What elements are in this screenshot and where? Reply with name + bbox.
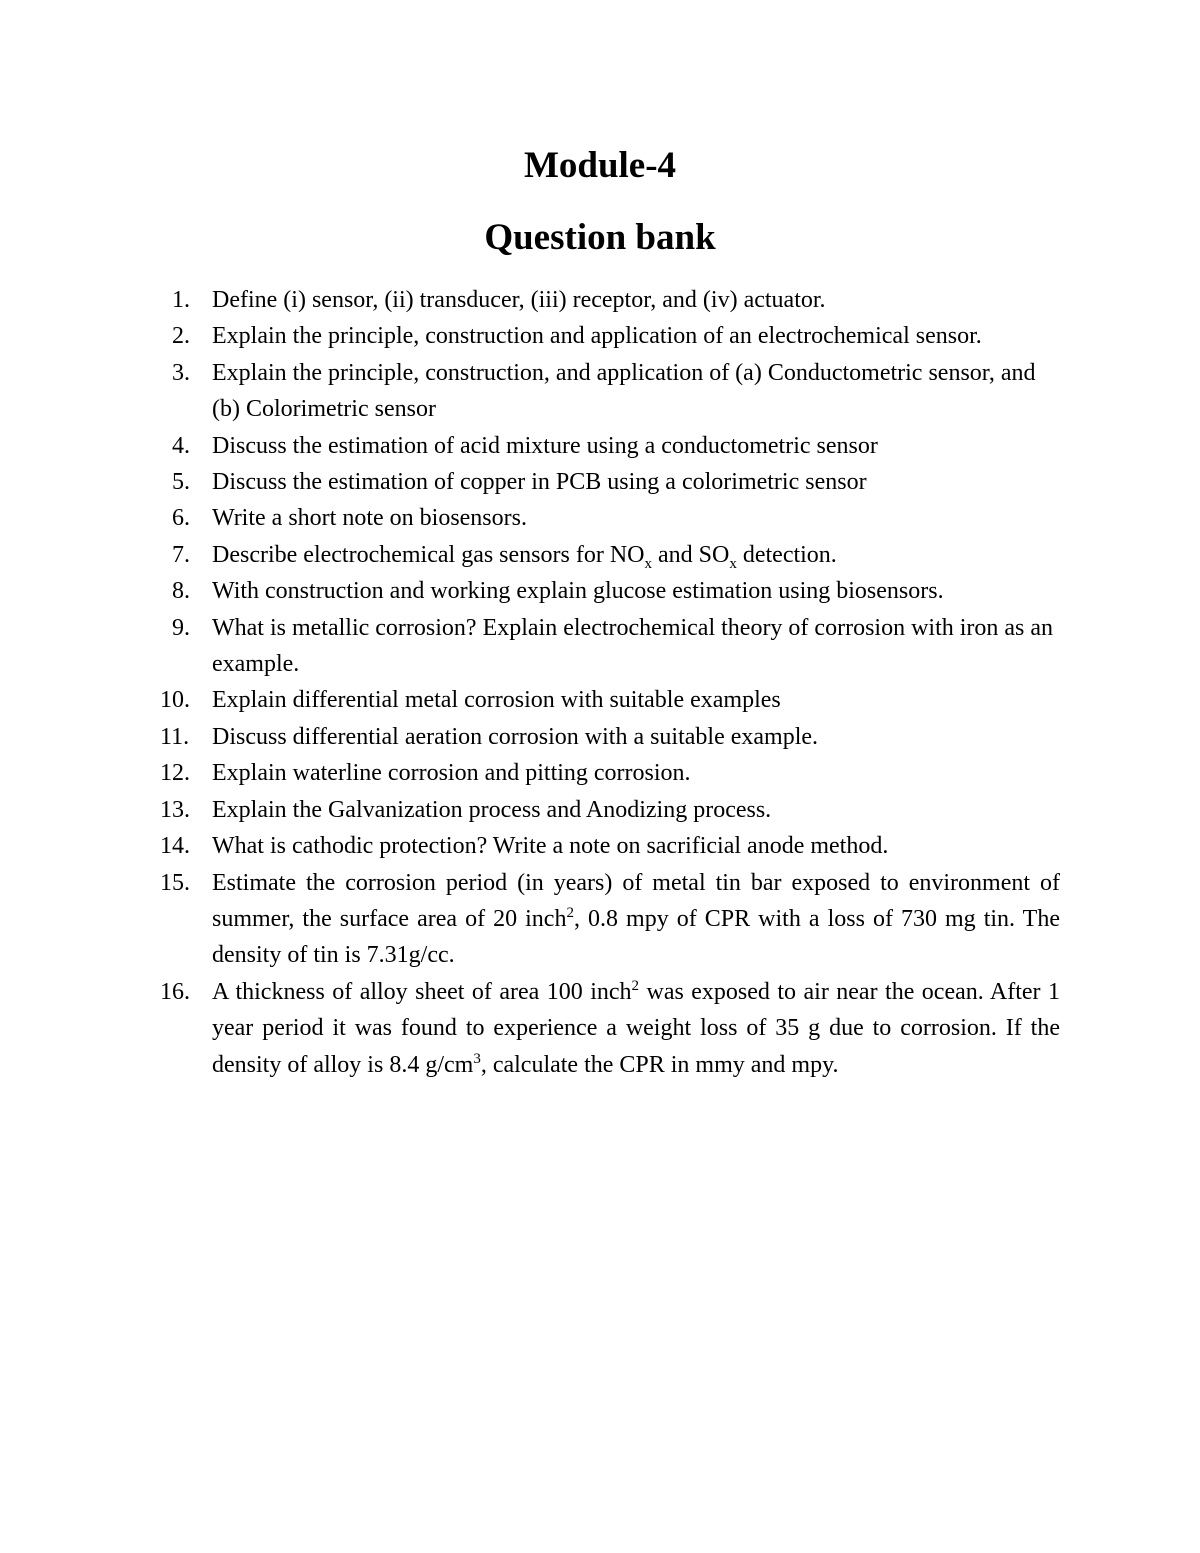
question-text-part: Estimate the corrosion period (in years) of metal tin bar exposed to environment of summer, the surface area of 20 inch xyxy=(212,869,1060,932)
superscript-2: 2 xyxy=(566,904,574,921)
question-text: With construction and working explain glucose estimation using biosensors. xyxy=(212,578,944,605)
question-text: Discuss the estimation of copper in PCB using a colorimetric sensor xyxy=(212,469,867,496)
question-list xyxy=(160,282,1060,1083)
question-text: What is cathodic protection? Write a note on sacrificial anode method. xyxy=(212,833,889,860)
question-item xyxy=(160,573,1060,609)
question-item xyxy=(160,865,1060,974)
subscript-x: x xyxy=(729,555,737,572)
question-item xyxy=(160,282,1060,318)
question-text-part: detection. xyxy=(736,541,837,568)
question-text: Explain the principle, construction and application of an electrochemical sensor. xyxy=(212,323,982,350)
question-number: 1. xyxy=(172,287,190,313)
question-item xyxy=(160,318,1060,354)
module-title: Module-4 xyxy=(523,145,677,186)
question-number: 6. xyxy=(172,505,190,532)
superscript-2: 2 xyxy=(631,977,640,994)
question-number: 5. xyxy=(172,469,190,496)
question-text: What is metallic corrosion? Explain electrochemical theory of corrosion with iron as an example. xyxy=(212,614,1054,678)
question-number: 12. xyxy=(160,760,190,787)
question-number: 11. xyxy=(160,723,190,750)
question-text-part: , calculate the CPR in mmy and mpy. xyxy=(480,1051,839,1078)
question-number: 9. xyxy=(172,614,190,641)
question-text xyxy=(212,865,1060,974)
question-item xyxy=(160,355,1060,428)
question-text: Discuss the estimation of acid mixture using a conductometric sensor xyxy=(212,432,878,459)
question-text-part: Describe electrochemical gas sensors for NO xyxy=(212,541,645,568)
question-number: 16. xyxy=(160,978,190,1005)
question-item xyxy=(160,537,1060,573)
question-item xyxy=(160,974,1060,1083)
question-text: Explain the principle, construction, and application of (a) Conductometric sensor, and (b) Colorimetric sensor xyxy=(212,359,1036,423)
question-number: 7. xyxy=(172,541,190,568)
question-text-part: and SO xyxy=(652,541,730,568)
question-number: 15. xyxy=(160,869,190,896)
question-item xyxy=(160,500,1060,536)
question-text: Explain the Galvanization process and Anodizing process. xyxy=(212,796,772,823)
question-item xyxy=(160,828,1060,864)
question-text: Discuss differential aeration corrosion with a suitable example. xyxy=(212,723,819,750)
question-text-part: was exposed to air near the ocean. After 1 year period it was found to experience a weight loss of 35 g due to corrosion. If the density of alloy is 8.4 g/cm xyxy=(212,978,1060,1078)
subscript-x: x xyxy=(644,555,652,572)
question-text: Explain differential metal corrosion with suitable examples xyxy=(212,687,781,714)
question-number: 10. xyxy=(160,687,190,714)
question-number: 14. xyxy=(160,833,190,860)
question-number: 2. xyxy=(172,323,190,350)
question-item xyxy=(160,755,1060,791)
question-text xyxy=(212,537,1060,573)
question-text xyxy=(212,974,1060,1083)
question-text: Define (i) sensor, (ii) transducer, (iii) receptor, and (iv) actuator. xyxy=(212,287,826,313)
question-item xyxy=(160,428,1060,464)
question-item xyxy=(160,792,1060,828)
superscript-3: 3 xyxy=(473,1050,481,1067)
question-number: 8. xyxy=(172,578,190,605)
question-item xyxy=(160,464,1060,500)
question-text-part: A thickness of alloy sheet of area 100 inch xyxy=(212,978,632,1005)
question-number: 3. xyxy=(172,359,190,386)
question-text: Explain waterline corrosion and pitting corrosion. xyxy=(212,760,691,787)
question-item xyxy=(160,682,1060,718)
page-subtitle: Question bank xyxy=(484,217,716,258)
question-item xyxy=(160,610,1060,683)
question-item xyxy=(160,719,1060,755)
question-text-part: , 0.8 mpy of CPR with a loss of 730 mg tin. The density of tin is 7.31g/cc. xyxy=(212,905,1060,969)
question-number: 4. xyxy=(172,432,190,459)
question-number: 13. xyxy=(160,796,190,823)
question-text: Write a short note on biosensors. xyxy=(212,505,527,532)
